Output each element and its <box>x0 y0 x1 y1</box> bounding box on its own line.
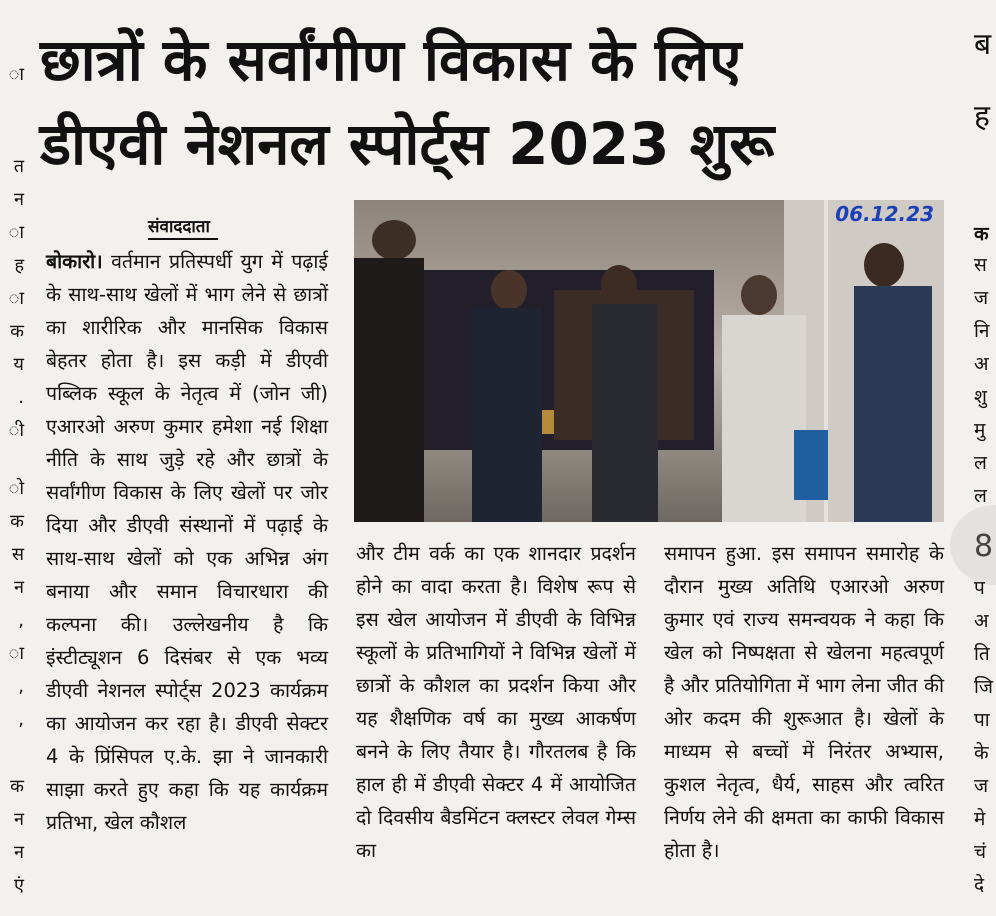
fragment: ा <box>8 643 24 664</box>
fragment: ल <box>974 485 987 507</box>
headline-line-1: छात्रों के सर्वांगीण विकास के लिए <box>40 26 742 94</box>
fragment: न <box>14 189 24 210</box>
fragment: , <box>18 709 24 730</box>
fragment: स <box>11 544 24 565</box>
headline-line-2: डीएवी नेशनल स्पोर्ट्स 2023 शुरू <box>40 110 775 178</box>
fragment: त <box>13 156 24 177</box>
fragment: ी <box>8 420 24 441</box>
fragment: शु <box>974 386 987 408</box>
fragment: क <box>974 223 989 245</box>
adjacent-column-left <box>0 0 26 916</box>
fragment: ह <box>974 99 990 134</box>
fragment: अ <box>974 610 989 632</box>
dateline: बोकारो। <box>46 250 103 273</box>
fragment: न <box>14 577 24 598</box>
fragment: पा <box>974 709 990 731</box>
fragment: ल <box>974 452 987 474</box>
fragment: नि <box>974 320 990 342</box>
fragment: न <box>14 842 24 863</box>
fragment: ज <box>974 287 989 309</box>
fragment: ा <box>8 288 24 309</box>
fragment: क <box>10 321 24 342</box>
fragment: मु <box>974 419 986 441</box>
fragment: य <box>13 354 24 375</box>
fragment: स <box>974 254 987 276</box>
fragment: चं <box>974 841 987 863</box>
adjacent-column-right <box>966 0 996 916</box>
fragment: क <box>10 776 24 797</box>
headline <box>40 18 960 186</box>
fragment: ह <box>14 255 24 276</box>
photo-illustration <box>354 200 944 522</box>
fragment: क <box>10 511 24 532</box>
fragment: अ <box>974 353 989 375</box>
fragment: ति <box>974 643 990 665</box>
fragment: एं <box>14 875 24 896</box>
fragment: ा <box>8 222 24 243</box>
byline-rule <box>148 238 218 240</box>
article-column-3: समापन हुआ. इस समापन समारोह के दौरान मुख्य अतिथि एआरओ अरुण कुमार एवं राज्य समन्वयक ने कहा कि खेल को निष्पक्षता से खेलना महत्वपूर्ण है और प्रतियोगिता में भाग लेना जीत की ओर कदम की शुरूआत है। खेलों के माध्यम से बच्चों में निरंतर अभ्यास, कुशल नेतृत्व, धैर्य, साहस और त्वरित निर्णय लेने की क्षमता का काफी विकास होता है। <box>664 542 944 862</box>
photo-date: 06.12.23 <box>835 202 934 226</box>
fragment: ो <box>8 478 24 499</box>
fragment: जि <box>974 676 994 698</box>
fragment: , <box>18 610 24 631</box>
fragment: मे <box>974 808 986 830</box>
fragment: न <box>14 809 24 830</box>
article-column-1-text: वर्तमान प्रतिस्पर्धी युग में पढ़ाई के साथ-साथ खेलों में भाग लेने से छात्रों का शारीरिक और मानसिक विकास बेहतर होता है। इस कड़ी में डीएवी पब्लिक स्कूल के नेतृत्व में (जोन जी) एआरओ अरुण कुमार हमेशा नई शिक्षा नीति के साथ जुड़े रहे और छात्रों के सर्वांगीण विकास के लिए खेलों पर जोर दिया और डीएवी संस्थानों में पढ़ाई के साथ-साथ खेलों को एक अभिन्न अंग बनाया और समान विचारधारा की कल्पना की। उल्लेखनीय है कि इंस्टीट्यूशन 6 दिसंबर से एक भव्य डीएवी नेशनल स्पोर्ट्स 2023 कार्यक्रम का आयोजन कर रहा है। डीएवी सेक्टर 4 के प्रिंसिपल ए.के. झा ने जानकारी साझा करते हुए कहा कि यह कार्यक्रम प्रतिभा, खेल कौशल <box>46 250 328 834</box>
fragment: . <box>18 387 24 408</box>
fragment: ज <box>974 775 989 797</box>
fragment: के <box>974 742 989 764</box>
byline: संवाददाता <box>148 217 210 237</box>
fragment: ब <box>974 27 992 62</box>
fragment: ा <box>8 64 24 85</box>
article-column-1 <box>46 245 328 839</box>
news-photo <box>354 200 944 522</box>
fragment: दे <box>974 874 985 896</box>
fragment: , <box>18 676 24 697</box>
article-column-2: और टीम वर्क का एक शानदार प्रदर्शन होने का वादा करता है। विशेष रूप से इस खेल आयोजन में डीएवी के विभिन्न स्कूलों के प्रतिभागियों ने विभिन्न खेलों में छात्रों के कौशल का प्रदर्शन किया और यह शैक्षणिक वर्ष का मुख्य आकर्षण बनने के लिए तैयार है। गौरतलब है कि हाल ही में डीएवी सेक्टर 4 में आयोजित दो दिवसीय बैडमिंटन क्लस्टर लेवल गेम्स का <box>356 542 636 862</box>
fragment: 8 <box>974 529 994 564</box>
fragment: प <box>974 577 985 599</box>
